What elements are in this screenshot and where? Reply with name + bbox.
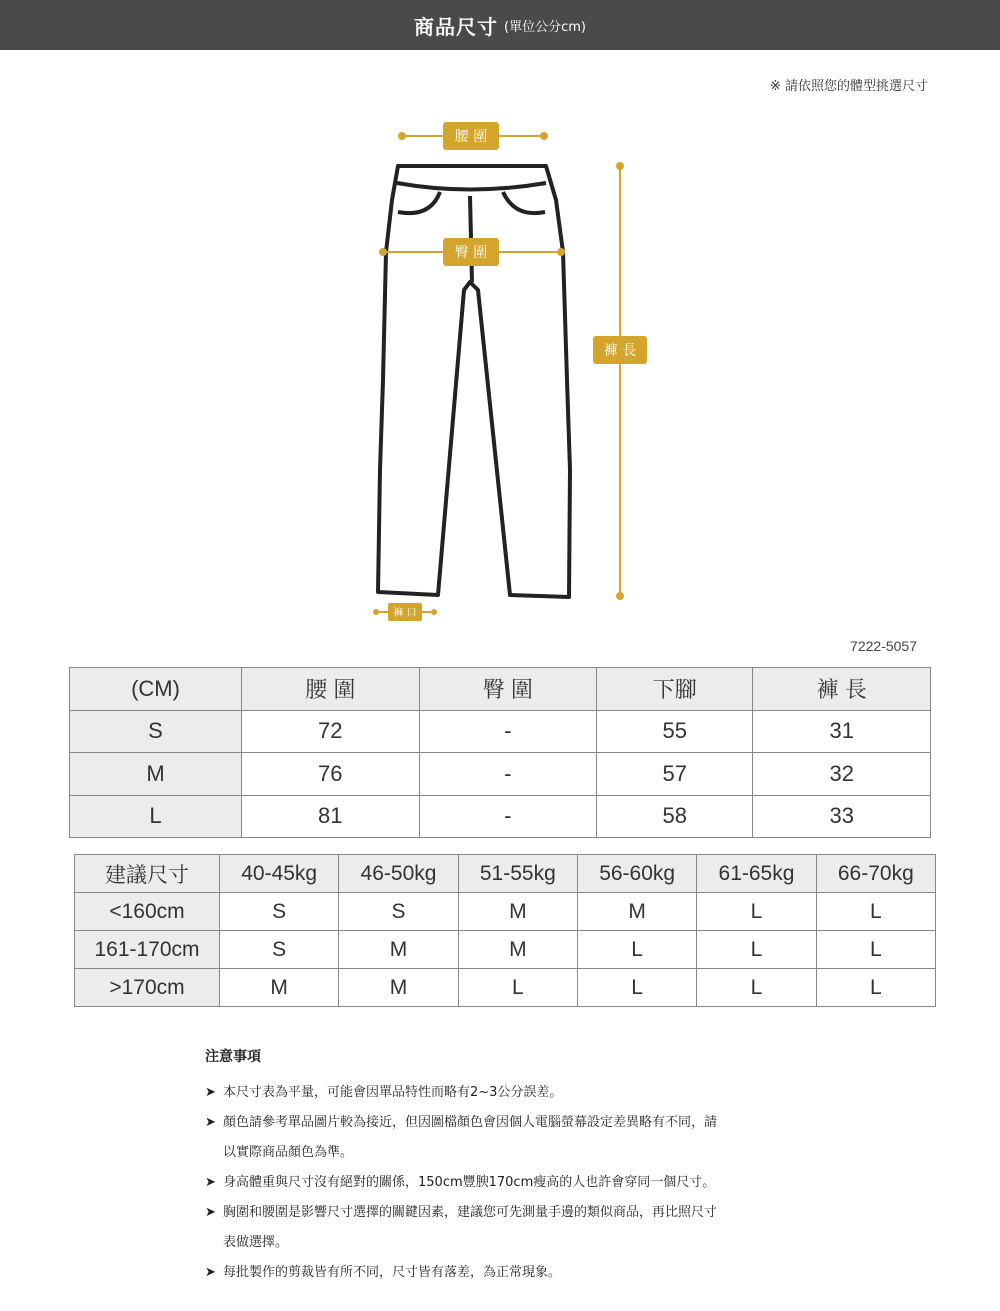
length-measure xyxy=(593,162,647,600)
list-item xyxy=(205,1168,825,1198)
size-row-label: L xyxy=(70,795,242,838)
list-item xyxy=(205,1078,825,1108)
table-cell: 33 xyxy=(753,795,931,838)
recommend-col-header: 51-55kg xyxy=(458,855,577,893)
arrow-bullet-icon: ➤ xyxy=(205,1175,216,1190)
notes-list xyxy=(205,1078,825,1288)
table-cell: L xyxy=(816,893,935,931)
hem-label: 褲 口 xyxy=(393,608,417,619)
table-cell: L xyxy=(816,969,935,1007)
product-code: 7222-5057 xyxy=(850,638,917,654)
unit-label: (單位公分cm) xyxy=(504,19,586,35)
height-row-label: <160cm xyxy=(75,893,220,931)
note-line: 胸圍和腰圍是影響尺寸選擇的關鍵因素，建議您可先測量手邊的類似商品，再比照尺寸 xyxy=(223,1205,718,1220)
pants-outline xyxy=(378,166,570,597)
hip-label: 臀 圍 xyxy=(454,245,488,261)
table-cell: M xyxy=(577,893,696,931)
size-col-header: 臀 圍 xyxy=(419,668,597,711)
arrow-bullet-icon: ➤ xyxy=(205,1085,216,1100)
table-row xyxy=(70,795,931,838)
size-table xyxy=(69,667,931,838)
table-row xyxy=(75,931,936,969)
arrow-bullet-icon: ➤ xyxy=(205,1265,216,1280)
list-item xyxy=(205,1198,825,1258)
table-cell: S xyxy=(220,893,339,931)
note-line: 表做選擇。 xyxy=(223,1235,289,1250)
page-header xyxy=(0,0,1000,50)
table-cell: 55 xyxy=(597,710,753,753)
length-label: 褲 長 xyxy=(603,343,637,359)
notes-title: 注意事項 xyxy=(205,1049,261,1065)
note-line: 顏色請參考單品圖片較為接近，但因圖檔顏色會因個人電腦螢幕設定差異略有不同，請 xyxy=(223,1115,718,1130)
table-cell: M xyxy=(220,969,339,1007)
note-line: 身高體重與尺寸沒有絕對的關係，150cm豐腴170cm瘦高的人也許會穿同一個尺寸。 xyxy=(223,1175,716,1190)
table-cell: L xyxy=(458,969,577,1007)
arrow-bullet-icon: ➤ xyxy=(205,1115,216,1130)
recommend-col-header: 46-50kg xyxy=(339,855,458,893)
height-row-label: 161-170cm xyxy=(75,931,220,969)
size-col-header: 腰 圍 xyxy=(242,668,420,711)
table-cell: M xyxy=(458,931,577,969)
table-cell: L xyxy=(697,969,816,1007)
table-cell: M xyxy=(339,969,458,1007)
table-cell: S xyxy=(220,931,339,969)
recommend-col-header: 61-65kg xyxy=(697,855,816,893)
notes-section xyxy=(205,1046,825,1288)
size-table-header xyxy=(70,668,931,711)
table-cell: L xyxy=(697,931,816,969)
note-line: 本尺寸表為平量，可能會因單品特性而略有2~3公分誤差。 xyxy=(223,1085,563,1100)
size-col-header: 下腳 xyxy=(597,668,753,711)
recommend-table-header xyxy=(75,855,936,893)
waist-label: 腰 圍 xyxy=(454,129,488,145)
size-row-label: M xyxy=(70,753,242,796)
table-cell: M xyxy=(339,931,458,969)
table-row xyxy=(75,893,936,931)
note-line: 以實際商品顏色為準。 xyxy=(223,1145,354,1160)
list-item xyxy=(205,1258,825,1288)
table-cell: L xyxy=(577,931,696,969)
table-cell: 81 xyxy=(242,795,420,838)
table-cell: S xyxy=(339,893,458,931)
table-cell: 31 xyxy=(753,710,931,753)
table-cell: - xyxy=(419,753,597,796)
list-item xyxy=(205,1108,825,1168)
height-row-label: >170cm xyxy=(75,969,220,1007)
table-row xyxy=(70,710,931,753)
recommend-col-header: 56-60kg xyxy=(577,855,696,893)
pants-diagram xyxy=(0,100,1000,630)
table-cell: 72 xyxy=(242,710,420,753)
size-tip: ※ 請依照您的體型挑選尺寸 xyxy=(769,79,928,94)
recommend-table xyxy=(74,854,936,1007)
waist-measure xyxy=(398,122,548,150)
table-cell: L xyxy=(697,893,816,931)
recommend-col-header: 40-45kg xyxy=(220,855,339,893)
table-cell: 76 xyxy=(242,753,420,796)
table-cell: - xyxy=(419,710,597,753)
table-row xyxy=(75,969,936,1007)
table-cell: 57 xyxy=(597,753,753,796)
size-col-header: (CM) xyxy=(70,668,242,711)
table-cell: L xyxy=(816,931,935,969)
note-line: 每批製作的剪裁皆有所不同，尺寸皆有落差，為正常現象。 xyxy=(223,1265,562,1280)
hem-measure xyxy=(373,603,437,621)
table-cell: M xyxy=(458,893,577,931)
arrow-bullet-icon: ➤ xyxy=(205,1205,216,1220)
hip-measure xyxy=(379,238,565,266)
table-cell: 58 xyxy=(597,795,753,838)
size-row-label: S xyxy=(70,710,242,753)
table-cell: - xyxy=(419,795,597,838)
recommend-col-header: 66-70kg xyxy=(816,855,935,893)
table-cell: 32 xyxy=(753,753,931,796)
table-cell: L xyxy=(577,969,696,1007)
size-col-header: 褲 長 xyxy=(753,668,931,711)
page-title: 商品尺寸 xyxy=(414,14,499,39)
table-row xyxy=(70,753,931,796)
recommend-col-header: 建議尺寸 xyxy=(75,855,220,893)
